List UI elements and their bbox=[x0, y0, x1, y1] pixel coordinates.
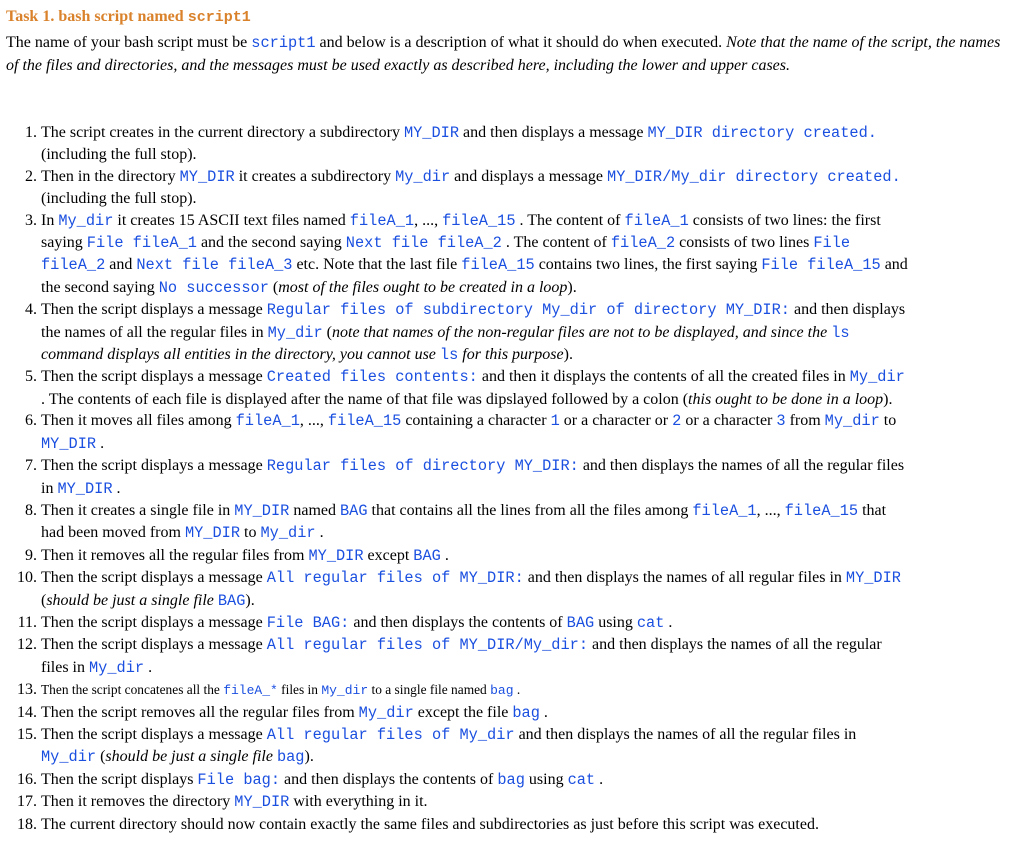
code-term: MY_DIR bbox=[184, 524, 241, 543]
step-text: or a character or bbox=[559, 412, 673, 430]
step-number: 4. bbox=[25, 301, 37, 319]
step-text: The script creates in the current directory a subdirectory bbox=[41, 124, 404, 141]
step-text: it creates 15 ASCII text files named bbox=[113, 211, 350, 229]
task-step bbox=[25, 545, 911, 567]
code-term: bag bbox=[490, 683, 514, 699]
task-step bbox=[17, 612, 911, 634]
code-term: fileA_1 bbox=[624, 211, 689, 230]
step-text: Then the script removes all the regular files from bbox=[41, 703, 359, 721]
code-term: 2 bbox=[672, 412, 682, 431]
code-term: 3 bbox=[776, 412, 786, 431]
step-text: ). bbox=[563, 346, 573, 364]
task-step bbox=[25, 410, 911, 455]
code-term: All regular files of My_dir bbox=[266, 725, 515, 744]
task-step bbox=[17, 679, 911, 701]
code-term: My_dir bbox=[395, 167, 451, 186]
step-text: and then displays a message bbox=[459, 124, 648, 141]
step-text: In bbox=[41, 211, 59, 229]
code-term: MY_DIR bbox=[179, 167, 235, 186]
code-term: All regular files of MY_DIR: bbox=[266, 569, 524, 588]
code-term: My_dir bbox=[260, 524, 316, 543]
step-text: consists of two lines bbox=[675, 234, 814, 252]
step-text: and the second saying bbox=[196, 234, 346, 252]
task-step bbox=[25, 455, 911, 500]
step-text: The current directory should now contain exactly the same files and subdirectories as just before this script was executed. bbox=[41, 815, 819, 833]
task-step bbox=[25, 166, 911, 210]
code-term: fileA_15 bbox=[784, 501, 859, 520]
step-italic-text: command displays all entities in the directory, you cannot use bbox=[41, 346, 440, 364]
step-text: with everything in it. bbox=[289, 793, 428, 811]
step-text: . bbox=[539, 703, 548, 721]
step-text: Then it moves all files among bbox=[41, 412, 236, 430]
step-number: 3. bbox=[25, 211, 37, 229]
step-text: Then in the directory bbox=[41, 167, 180, 185]
step-number: 15. bbox=[17, 725, 37, 743]
code-term: MY_DIR bbox=[57, 479, 113, 498]
code-term: cat bbox=[567, 770, 596, 789]
task-step bbox=[25, 500, 911, 545]
step-text: Then the script concatenes all the bbox=[41, 682, 224, 698]
task-step bbox=[17, 814, 911, 835]
step-number: 6. bbox=[25, 412, 37, 430]
step-text: . bbox=[513, 682, 521, 698]
step-text: Then the script displays a message bbox=[41, 725, 267, 743]
step-number: 10. bbox=[17, 569, 37, 587]
code-term: BAG bbox=[340, 501, 368, 520]
task-step bbox=[25, 210, 911, 300]
step-text: ( bbox=[322, 323, 332, 341]
task-steps-list bbox=[17, 122, 911, 835]
step-text: ). bbox=[304, 748, 314, 766]
code-term: MY_DIR bbox=[308, 546, 364, 565]
step-text: ( bbox=[268, 278, 279, 296]
step-text: etc. Note that the last file bbox=[292, 256, 462, 274]
step-text: ). bbox=[245, 591, 255, 609]
step-text: Then the script displays a message bbox=[41, 636, 267, 654]
code-term: fileA_2 bbox=[610, 234, 676, 253]
step-number: 14. bbox=[17, 703, 37, 721]
code-term: fileA_* bbox=[223, 683, 278, 699]
step-text: or a character bbox=[681, 412, 777, 430]
step-number: 18. bbox=[17, 815, 37, 833]
step-text: (including the full stop). bbox=[41, 146, 197, 164]
step-text: contains two lines, the first saying bbox=[534, 256, 762, 274]
step-text: ). bbox=[567, 278, 577, 296]
code-term: My_dir bbox=[321, 683, 369, 699]
code-term: Next file fileA_2 bbox=[345, 234, 502, 253]
intro-script-name: script1 bbox=[251, 34, 316, 52]
code-term: fileA_15 bbox=[461, 256, 535, 275]
step-number: 7. bbox=[25, 457, 37, 475]
code-term: File fileA_15 bbox=[761, 256, 881, 275]
step-text: Then the script displays a message bbox=[41, 301, 267, 319]
step-text: from bbox=[785, 412, 825, 430]
code-term: My_dir bbox=[824, 412, 880, 431]
step-text: Then the script displays a message bbox=[41, 368, 267, 386]
step-text: Then the script displays a message bbox=[41, 457, 267, 475]
code-term: fileA_1 bbox=[692, 501, 757, 520]
code-term: MY_DIR/My_dir directory created. bbox=[607, 167, 901, 186]
step-number: 1. bbox=[25, 124, 37, 141]
intro-text: and below is a description of what it should do when executed. bbox=[315, 34, 727, 51]
step-number: 9. bbox=[25, 546, 37, 564]
step-number: 17. bbox=[17, 793, 37, 811]
step-text: , ..., bbox=[299, 412, 328, 430]
code-term: Regular files of subdirectory My_dir of directory MY_DIR: bbox=[266, 301, 790, 320]
step-text: ( bbox=[41, 591, 47, 609]
step-text: Then it removes all the regular files from bbox=[41, 546, 309, 564]
intro-text: The name of your bash script must be bbox=[6, 34, 252, 51]
step-number: 16. bbox=[17, 770, 37, 788]
code-term: MY_DIR bbox=[845, 569, 901, 588]
step-text: consists of two lines: the first saying bbox=[41, 211, 881, 252]
code-term: My_dir bbox=[267, 323, 323, 342]
code-term: File bag: bbox=[197, 770, 281, 789]
step-text: and then displays the names of all the regular files in bbox=[41, 457, 905, 497]
step-text: and then displays the names of all regular files in bbox=[523, 569, 846, 587]
step-number: 12. bbox=[17, 636, 37, 654]
step-text: . The content of bbox=[501, 234, 611, 252]
step-text: using bbox=[594, 613, 637, 631]
task-step bbox=[25, 299, 911, 366]
step-text: to bbox=[879, 412, 897, 430]
step-text: . The content of bbox=[515, 211, 625, 229]
code-term: fileA_15 bbox=[327, 412, 402, 431]
task-step bbox=[17, 791, 911, 813]
code-term: File fileA_2 bbox=[41, 234, 851, 275]
code-term: All regular files of MY_DIR/My_dir: bbox=[266, 636, 589, 655]
step-text: . bbox=[112, 479, 121, 497]
code-term: fileA_15 bbox=[442, 211, 516, 230]
task-step bbox=[17, 769, 911, 791]
step-text: Then the script displays a message bbox=[41, 613, 267, 631]
step-text: , ..., bbox=[756, 501, 785, 519]
step-text: and then it displays the contents of all the created files in bbox=[477, 368, 850, 386]
code-term: fileA_1 bbox=[235, 412, 300, 431]
intro-paragraph bbox=[6, 32, 1006, 76]
step-text: and then displays the names of all the regular files in bbox=[41, 636, 882, 676]
code-term: My_dir bbox=[89, 658, 145, 677]
step-text: that contains all the lines from all the files among bbox=[367, 501, 693, 519]
step-text: except the file bbox=[413, 703, 513, 721]
step-text: and the second saying bbox=[41, 256, 908, 296]
code-term: MY_DIR bbox=[234, 501, 290, 520]
step-italic-text: note that names of the non-regular files are not to be displayed, and since the bbox=[332, 323, 832, 341]
step-text: and then displays the names of all the regular files in bbox=[41, 301, 906, 341]
step-text: using bbox=[524, 770, 568, 788]
code-term: MY_DIR directory created. bbox=[647, 124, 877, 142]
step-number: 5. bbox=[25, 368, 37, 386]
task-step bbox=[17, 634, 911, 679]
step-text: and then displays the names of all the regular files in bbox=[514, 725, 857, 743]
step-italic-text: should be just a single file bbox=[46, 591, 218, 609]
code-term: ls bbox=[831, 323, 850, 342]
code-term: My_dir bbox=[41, 748, 97, 767]
task-step bbox=[17, 702, 911, 724]
step-number: 11. bbox=[17, 613, 37, 631]
step-text: . bbox=[664, 613, 673, 631]
step-number: 8. bbox=[25, 501, 37, 519]
step-text: Then the script displays a message bbox=[41, 569, 267, 587]
step-italic-text: most of the files ought to be created in a loop bbox=[278, 278, 568, 296]
code-term: MY_DIR bbox=[234, 793, 290, 812]
step-text: . bbox=[144, 658, 153, 676]
step-text: files in bbox=[277, 682, 322, 698]
code-term: bag bbox=[497, 770, 525, 789]
code-term: bag bbox=[276, 748, 305, 767]
step-text: . bbox=[315, 524, 324, 542]
code-term: My_dir bbox=[58, 211, 114, 230]
step-number: 2. bbox=[25, 167, 37, 185]
step-text: named bbox=[289, 501, 340, 519]
step-text: Then it creates a single file in bbox=[41, 501, 235, 519]
step-text: ). bbox=[883, 390, 893, 408]
step-number: 13. bbox=[17, 681, 37, 699]
task-step bbox=[17, 567, 911, 612]
step-italic-text: this ought to be done in a loop bbox=[688, 390, 884, 408]
step-text: . bbox=[440, 546, 449, 564]
step-text: that had been moved from bbox=[41, 501, 887, 542]
code-term: Created files contents: bbox=[266, 368, 478, 387]
step-text: , ..., bbox=[414, 211, 443, 229]
step-text: and then displays the contents of bbox=[280, 770, 498, 788]
step-text: it creates a subdirectory bbox=[234, 167, 396, 185]
code-term: MY_DIR bbox=[403, 124, 460, 142]
code-term: 1 bbox=[550, 412, 560, 431]
code-term: BAG bbox=[217, 591, 246, 610]
step-text: except bbox=[363, 546, 414, 564]
step-text: and then displays the contents of bbox=[349, 613, 567, 631]
code-term: bag bbox=[512, 703, 540, 722]
step-text: Then it removes the directory bbox=[41, 793, 235, 811]
task-title-text: Task 1. bash script named bbox=[6, 8, 188, 25]
code-term: Next file fileA_3 bbox=[136, 256, 293, 275]
step-text: (including the full stop). bbox=[41, 190, 197, 208]
step-text: to a single file named bbox=[368, 682, 491, 698]
code-term: File fileA_1 bbox=[86, 234, 197, 253]
code-term: BAG bbox=[566, 613, 595, 632]
step-text: ( bbox=[96, 748, 106, 766]
task-step bbox=[25, 122, 911, 166]
step-text: and bbox=[105, 256, 137, 274]
step-italic-text: for this purpose bbox=[458, 346, 564, 364]
code-term: ls bbox=[439, 346, 459, 365]
code-term: fileA_1 bbox=[349, 211, 415, 230]
code-term: BAG bbox=[413, 546, 441, 565]
code-term: MY_DIR bbox=[41, 434, 97, 453]
task-title bbox=[6, 5, 251, 30]
step-italic-text: should be just a single file bbox=[105, 748, 277, 766]
step-text: Then the script displays bbox=[41, 770, 198, 788]
code-term: My_dir bbox=[358, 703, 414, 722]
task-title-script-name: script1 bbox=[187, 9, 251, 26]
code-term: File BAG: bbox=[266, 613, 350, 632]
step-text: to bbox=[240, 524, 261, 542]
step-text: and displays a message bbox=[450, 167, 608, 185]
code-term: Regular files of directory MY_DIR: bbox=[266, 457, 579, 476]
intro-note: Note that the name of the script, the names of the files and directories, and the messages must be used exactly as described here, including the lower and upper cases. bbox=[6, 34, 1001, 74]
code-term: My_dir bbox=[849, 368, 905, 387]
step-text: containing a character bbox=[401, 412, 551, 430]
step-text: . The contents of each file is displayed after the name of that file was dipslayed followed by a colon ( bbox=[41, 390, 689, 408]
task-step bbox=[17, 724, 911, 769]
code-term: cat bbox=[636, 613, 665, 632]
step-text: . bbox=[595, 770, 604, 788]
task-step bbox=[25, 366, 911, 410]
step-text: . bbox=[96, 434, 105, 452]
code-term: No successor bbox=[158, 278, 269, 297]
